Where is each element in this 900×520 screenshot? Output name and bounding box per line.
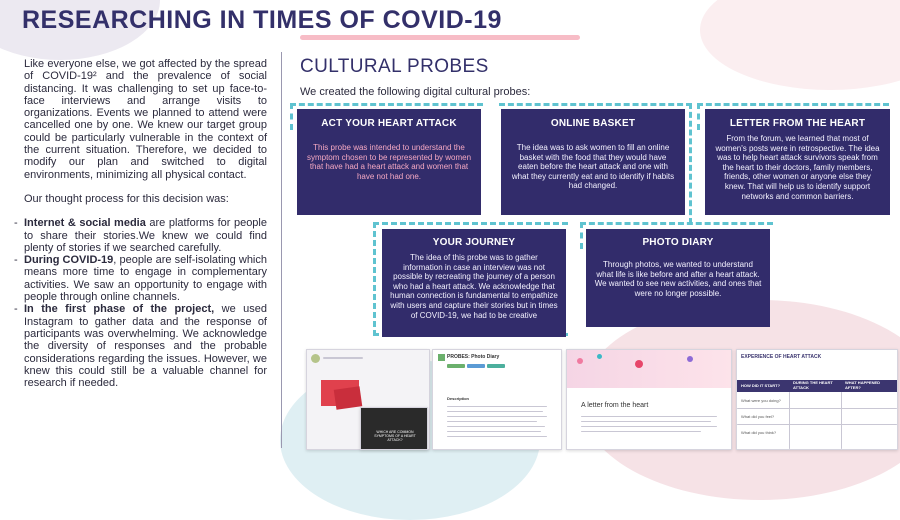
intro-paragraph: Like everyone else, we got affected by the spread of COVID-19² and the prevalence of social distancing. It was challenging to set up face-to-face interviews and arrange visits to organizations. Events we planned to attend were cancelled one by one. We knew our target group could be particularly vulnerable in the context of the current situation. Therefore, we decided to modify our plan and switched to digital environments, minimizing all physical contact. <box>24 58 267 181</box>
instagram-caption: WHICH ARE COMMON SYMPTOMS OF A HEART ATTACK? <box>374 430 416 442</box>
background-blob-right <box>700 0 900 90</box>
list-item-text: are platforms for people to share their stories.We knew we could find plenty of stories if we searched carefully. <box>24 217 267 254</box>
left-column <box>14 58 268 390</box>
table-row-label: What were you doing? <box>741 398 781 403</box>
card-title: ONLINE BASKET <box>550 118 636 129</box>
table-row-label: What did you think? <box>741 430 777 435</box>
probe-card-online-basket <box>501 109 685 215</box>
instagram-post <box>360 407 428 450</box>
experience-table-screenshot <box>736 349 898 450</box>
list-item: - In the first phase of the project, we used Instagram to gather data and the response of participants was overwhelming. We acknowledge the diversity of responses and the probable considerations regarding the issues. However, we knew this could still be a valuable channel for research if needed. <box>14 303 268 390</box>
letter-title: A letter from the heart <box>581 402 649 409</box>
card-body: The idea was to ask women to fill an online basket with the food that they would have eaten before the heart attack and one with what they currently eat and to identify if habits had changed. <box>511 143 675 191</box>
probe-card-letter-from-the-heart <box>705 109 890 215</box>
section-title: CULTURAL PROBES <box>300 56 489 77</box>
card-body: The idea of this probe was to gather information in case an interview was not possible by recreating the journey of a person who had a heart attack. We acknowledge that human connection is fundamental to empathize with users and capture their stories but in times of COVID-19, we had to be creative <box>390 253 558 320</box>
list-item-bold: During COVID-19 <box>24 254 114 267</box>
probe-card-act-your-heart-attack <box>297 109 481 215</box>
process-heading: Our thought process for this decision was: <box>24 192 229 205</box>
letter-screenshot <box>566 349 732 450</box>
list-item: - During COVID-19, people are self-isolating which means more time to engage in complementary activities. We saw an opportunity to engage with people through online channels. <box>14 254 267 304</box>
table-title: EXPERIENCE OF HEART ATTACK <box>741 354 822 360</box>
photo-diary-description: Description <box>447 396 470 401</box>
table-row-label: What did you feel? <box>741 414 775 419</box>
card-title: YOUR JOURNEY <box>432 237 516 248</box>
page-title: RESEARCHING IN TIMES OF COVID-19 <box>22 6 502 34</box>
list-item-text: , people are self-isolating which means more time to engage in complementary activities. We saw an opportunity to engage with people through online channels. <box>24 254 267 304</box>
photo-diary-screenshot <box>432 349 562 450</box>
section-subtitle: We created the following digital cultural probes: <box>300 86 531 98</box>
table-header: DURING THE HEART ATTACK <box>793 380 833 390</box>
avatar <box>311 354 320 363</box>
table-header: WHAT HAPPENED AFTER? <box>845 380 881 390</box>
process-list <box>14 217 268 390</box>
probe-card-photo-diary <box>586 229 770 327</box>
photo-diary-title: PROBES: Photo Diary <box>447 354 500 360</box>
card-body: Through photos, we wanted to understand what life is like before and after a heart attack. We wanted to see new activities, and ones that were no longer possible. <box>594 260 762 298</box>
list-item-bold: Internet & social media <box>24 217 146 230</box>
probe-card-your-journey <box>382 229 566 337</box>
card-body: This probe was intended to understand the symptom chosen to be represented by women that have had a heart attack and women that have not had one. <box>306 143 472 181</box>
heart-photo <box>334 386 363 409</box>
card-title: ACT YOUR HEART ATTACK <box>321 118 457 129</box>
column-divider <box>281 52 282 448</box>
title-underline <box>300 35 580 40</box>
card-title: PHOTO DIARY <box>642 237 714 248</box>
card-body: From the forum, we learned that most of women's posts were in retrospective. The idea was to help heart attack survivors speak from the heart to their doctors, family members, friends, other women or anyone else they knew. That will help us to identify support networks and common barriers. <box>715 134 880 201</box>
list-item-text: we used Instagram to gather data and the response of participants was overwhelming. We acknowledge the diversity of responses and the probable considerations regarding the issues. However, we knew this could still be a valuable channel for research if needed. <box>24 303 268 390</box>
list-item: - Internet & social media are platforms for people to share their stories.We knew we could find plenty of stories if we searched carefully. <box>14 217 267 254</box>
table-header: HOW DID IT START? <box>741 383 781 388</box>
list-item-bold: In the first phase of the project, <box>24 303 215 316</box>
card-title: LETTER FROM THE HEART <box>729 118 866 129</box>
probe-screenshots <box>304 347 900 448</box>
